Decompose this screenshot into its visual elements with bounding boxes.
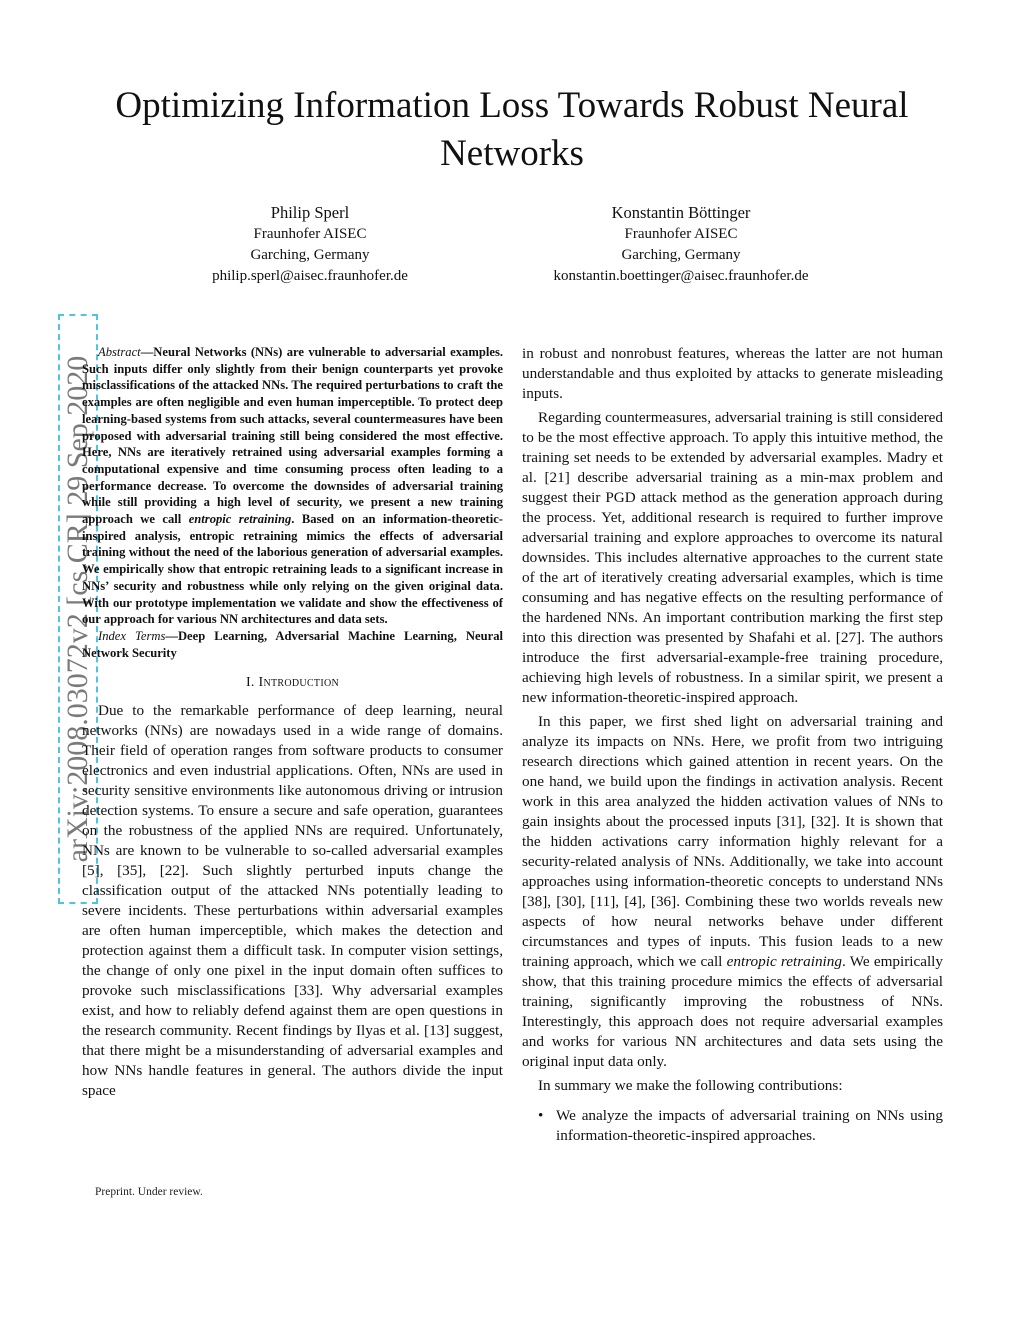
author-name: Konstantin Böttinger xyxy=(611,203,751,222)
author-block-2 xyxy=(501,202,861,287)
right-paragraph-continued: in robust and nonrobust features, whereas the latter are not human understandable and thus exploited by attacks to generate misleading inputs. xyxy=(522,345,943,402)
author-affiliation: Fraunhofer AISEC xyxy=(253,226,367,242)
left-column xyxy=(82,344,503,1101)
right-column xyxy=(522,344,943,1146)
paper-title: Optimizing Information Loss Towards Robust Neural Networks xyxy=(115,85,909,174)
author-name: Philip Sperl xyxy=(270,203,350,222)
right-paragraph-summary: In summary we make the following contributions: xyxy=(538,1077,843,1094)
author-location: Garching, Germany xyxy=(250,247,370,263)
right-paragraph-text-b: . We empirically show, that this training procedure mimics the effects of adversarial training, significantly improving the robustness of NNs. Interestingly, this approach does not require adversarial examples and works for various NN architectures and data sets using the original input data only. xyxy=(522,953,943,1070)
author-location: Garching, Germany xyxy=(621,247,741,263)
right-paragraph-text-a: In this paper, we first shed light on adversarial training and analyze its impacts on NNs. Here, we profit from two intriguing research directions which gained attention in recent years. On the one hand, we build upon the findings in activation analysis. Recent work in this area analyzed the hidden activation values of NNs to gain insights about the processed inputs [31], [32]. It is shown that the hidden activations carry information highly relevant for a security-related analysis of NNs. Additionally, we take into account approaches using information-theoretic concepts to understand NNs [38], [30], [11], [4], [36]. Combining these two worlds reveals new aspects of how neural networks behave under different circumstances and types of inputs. This fusion leads to a new training approach, which we call xyxy=(522,713,943,970)
author-affiliation: Fraunhofer AISEC xyxy=(624,226,738,242)
abstract-lead: Abstract xyxy=(98,345,141,359)
list-item xyxy=(538,1106,943,1146)
bullet-icon: • xyxy=(538,1107,544,1124)
author-block-1 xyxy=(130,202,490,287)
author-email: konstantin.boettinger@aisec.fraunhofer.de xyxy=(553,268,809,284)
author-email: philip.sperl@aisec.fraunhofer.de xyxy=(212,268,408,284)
index-terms xyxy=(82,628,503,661)
contribution-text: We analyze the impacts of adversarial training on NNs using information-theoretic-inspired approaches. xyxy=(556,1107,943,1144)
abstract-text-1: —Neural Networks (NNs) are vulnerable to adversarial examples. Such inputs differ only slightly from their benign counterparts yet provoke misclassifications of the attacked NNs. The required perturbations to craft the examples are often negligible and even human imperceptible. To protect deep learning-based systems from such attacks, several countermeasures have been proposed with adversarial training still being considered the most effective. Here, NNs are iteratively retrained using adversarial examples forming a computational expensive and time consuming process often leading to a performance decrease. To overcome the downsides of adversarial training while still providing a high level of security, we present a new training approach we call xyxy=(82,345,503,527)
abstract-text-2: . Based on an information-theoretic-inspired analysis, entropic retraining mimics the effects of adversarial training without the need of the laborious generation of adversarial examples. We empirically show that entropic retraining leads to a significant increase in NNs’ security and robustness while only relying on the given original data. With our prototype implementation we validate and show the effectiveness of our approach for various NN architectures and data sets. xyxy=(82,512,503,627)
abstract-emphasis: entropic retraining xyxy=(188,512,292,527)
right-paragraph-this-paper xyxy=(522,712,943,1072)
index-terms-lead: Index Terms xyxy=(98,628,166,643)
right-paragraph-emphasis: entropic retraining xyxy=(726,953,842,970)
arxiv-stamp: arXiv:2008.03072v2 [cs.CR] 29 Sep 2020 xyxy=(60,316,96,902)
right-paragraph-countermeasures: Regarding countermeasures, adversarial training is still considered to be the most effective approach. To apply this intuitive method, the training set needs to be extended by adversarial examples. Madry et al. [21] describe adversarial training as a min-max problem and suggest their PGD attack method as the generation approach during the process. Yet, additional research is required to further improve adversarial training and explore approaches to overcome its natural downsides. This includes alternative approaches to the current state of the art of iteratively creating adversarial examples, which is time consuming and has negative effects on the resulting performance of the hardened NNs. An important contribution marking the first step into this direction was presented by Shafahi et al. [27]. The authors introduce the first adversarial-example-free training procedure, achieving high levels of robustness. In a similar spirit, we present a new information-theoretic-inspired approach. xyxy=(522,409,943,706)
index-terms-text: —Deep Learning, Adversarial Machine Learning, Neural Network Security xyxy=(82,628,503,660)
intro-paragraph-1: Due to the remarkable performance of deep learning, neural networks (NNs) are nowadays used in a wide range of domains. Their field of operation ranges from software products to consumer electronics and even industrial applications. Often, NNs are used in security sensitive environments like autonomous driving or intrusion detection systems. To ensure a secure and safe operation, guarantees on the robustness of the applied NNs are required. Unfortunately, NNs are known to be vulnerable to so-called adversarial examples [5], [35], [22]. Such slightly perturbed inputs change the classification output of the attacked NNs potentially leading to severe incidents. These perturbations within adversarial examples are often human imperceptible, which makes the detection and protection against them a difficult task. In computer vision settings, the change of only one pixel in the input domain often suffices to provoke such misclassifications [33]. Why adversarial examples exist, and how to reliably defend against them are open questions in the research community. Recent findings by Ilyas et al. [13] suggest, that there might be a misunderstanding of adversarial examples and how NNs handle features in general. The authors divide the input space xyxy=(82,702,503,1100)
section-heading-introduction: I. Introduction xyxy=(245,675,340,691)
contributions-list xyxy=(522,1106,943,1146)
footnote: Preprint. Under review. xyxy=(95,1186,203,1198)
abstract xyxy=(82,344,503,628)
